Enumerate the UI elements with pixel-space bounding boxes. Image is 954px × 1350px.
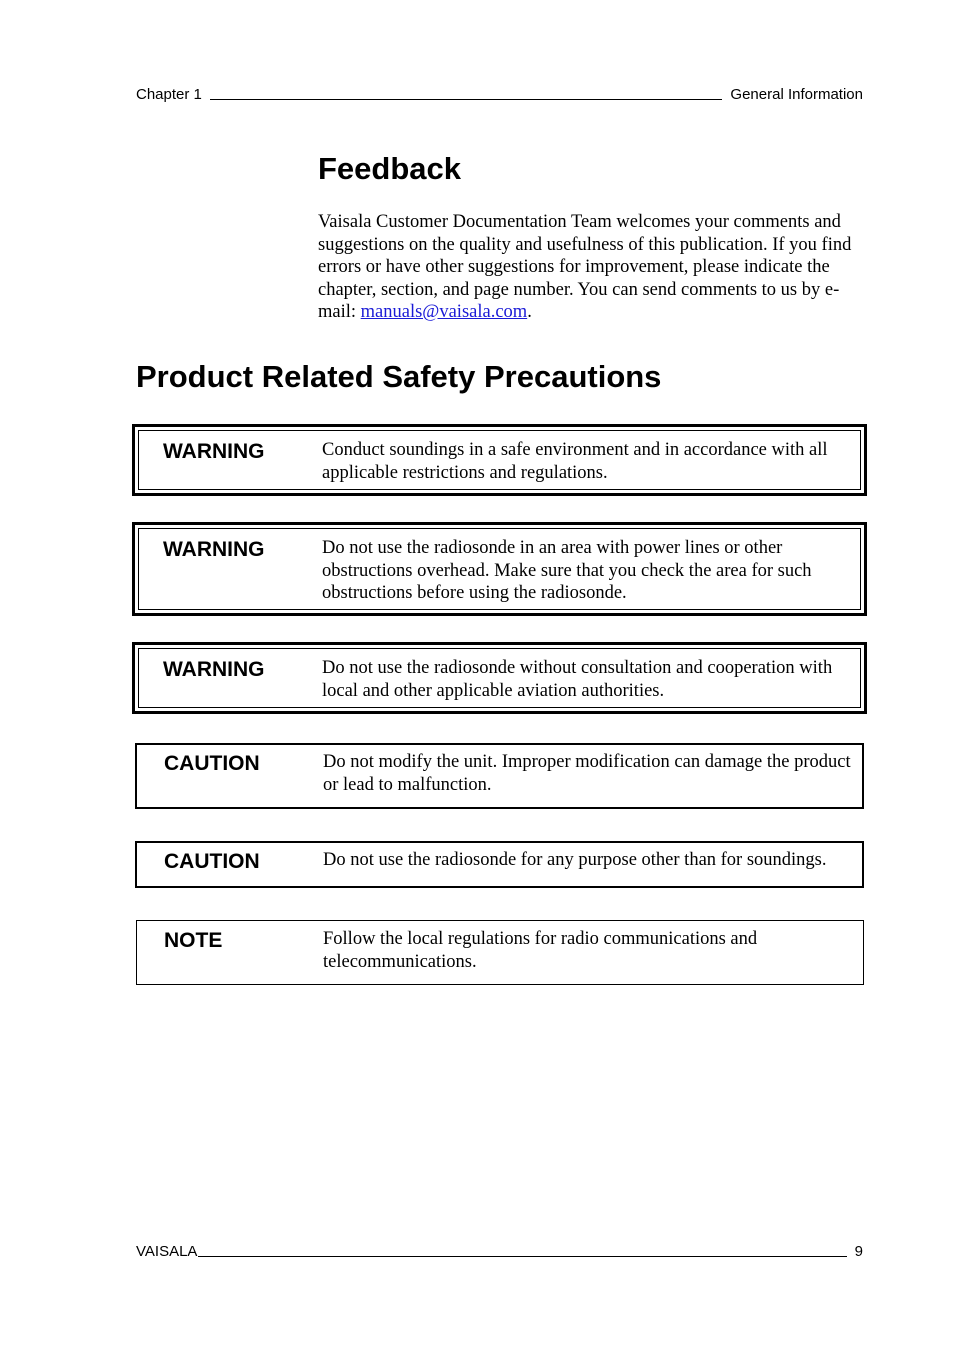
email-link[interactable]: manuals@vaisala.com — [360, 302, 528, 322]
warning-box-3 — [132, 642, 867, 714]
warning-label: WARNING — [163, 538, 265, 561]
page-footer — [136, 1242, 863, 1260]
footer-rule — [198, 1242, 846, 1257]
warning-label: WARNING — [163, 440, 265, 463]
page-number: 9 — [854, 1243, 863, 1260]
warning-text: Do not use the radiosonde in an area with power lines or other obstructions overhead. Make sure that you check the area for such obstructions before using the radiosonde. — [322, 538, 812, 603]
company-name: VAISALA — [136, 1243, 198, 1260]
feedback-end: . — [527, 302, 532, 322]
page-header — [136, 85, 863, 103]
note-box — [136, 920, 864, 985]
header-rule — [210, 85, 723, 100]
caution-box-1 — [135, 743, 864, 809]
feedback-heading: Feedback — [318, 151, 462, 186]
caution-box-2 — [135, 841, 864, 888]
warning-text: Do not use the radiosonde without consultation and cooperation with local and other applicable aviation authorities. — [322, 658, 833, 701]
warning-text: Conduct soundings in a safe environment and in accordance with all applicable restrictions and regulations. — [322, 440, 828, 483]
caution-text: Do not modify the unit. Improper modification can damage the product or lead to malfunction. — [323, 752, 851, 795]
note-text: Follow the local regulations for radio communications and telecommunications. — [323, 929, 758, 972]
caution-text: Do not use the radiosonde for any purpose other than for soundings. — [323, 850, 827, 870]
section-label: General Information — [730, 86, 863, 103]
chapter-label: Chapter 1 — [136, 86, 202, 103]
warning-box-2 — [132, 522, 867, 616]
warning-label: WARNING — [163, 658, 265, 681]
safety-heading: Product Related Safety Precautions — [136, 359, 662, 394]
note-label: NOTE — [164, 929, 223, 952]
warning-box-1 — [132, 424, 867, 496]
caution-label: CAUTION — [164, 752, 260, 775]
feedback-text: Vaisala Customer Documentation Team welcomes your comments and suggestions on the quality and usefulness of this publication. If you find errors or have other suggestions for improvement, please indicate the chapter, section, and page number. You can send comments to us by e-mail: — [318, 212, 852, 322]
feedback-paragraph — [318, 211, 866, 324]
caution-label: CAUTION — [164, 850, 260, 873]
